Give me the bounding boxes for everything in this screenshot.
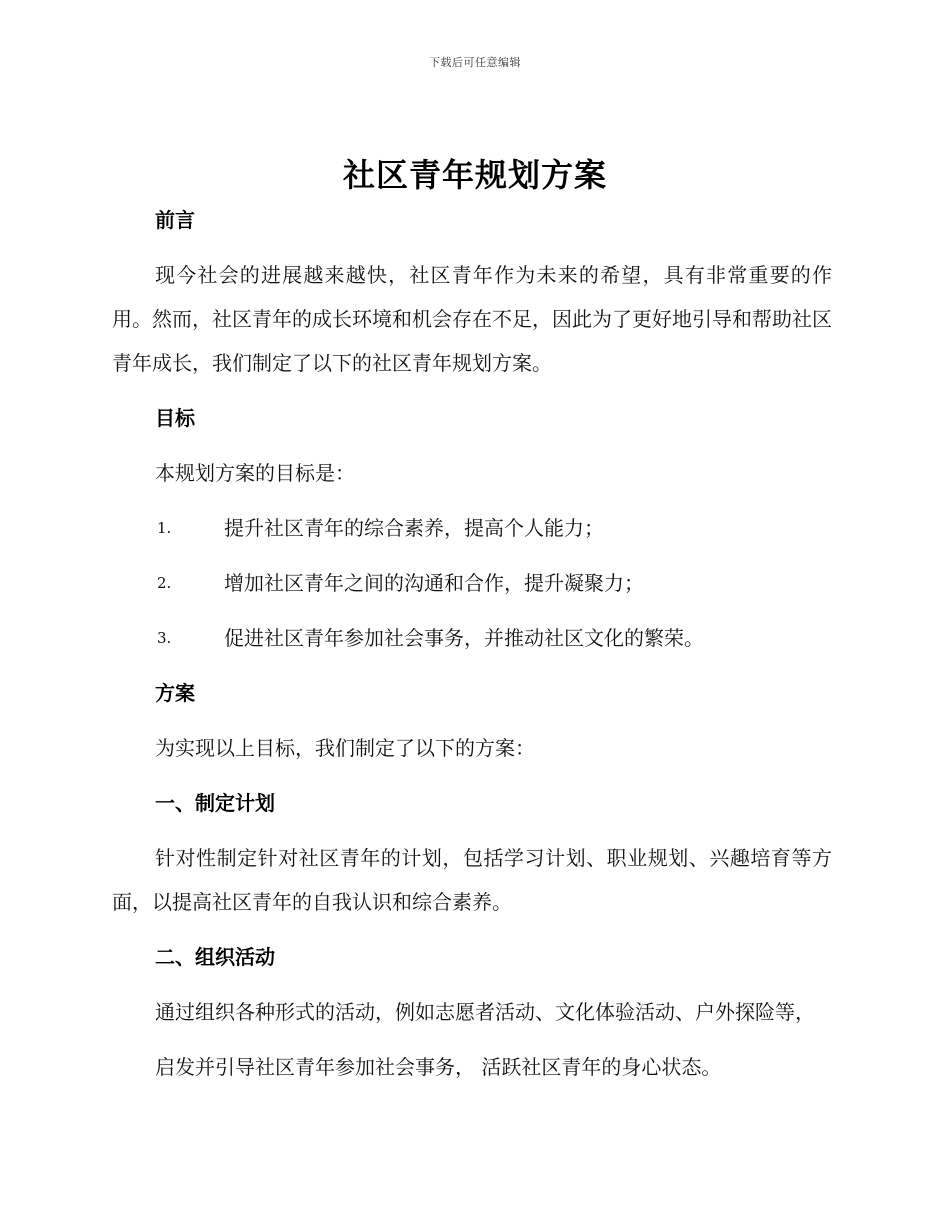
- section-heading-plan-two: 二、组织活动: [155, 945, 275, 969]
- plan-one-paragraph: 针对性制定针对社区青年的计划，包括学习计划、职业规划、兴趣培育等方面，以提高社区青年的自我认识和综合素养。: [112, 846, 832, 914]
- header-note: 下载后可任意编辑: [429, 56, 521, 69]
- section-heading-plan: 方案: [155, 681, 195, 705]
- list-text: 增加社区青年之间的沟通和合作，提升凝聚力；: [224, 571, 644, 595]
- goal-item-2: [112, 561, 832, 605]
- plan-two-paragraph-2: 启发并引导社区青年参加社会事务， 活跃社区青年的身心状态。: [155, 1055, 722, 1079]
- preface-paragraph: 现今社会的进展越来越快，社区青年作为未来的希望，具有非常重要的作用。然而，社区青年的成长环境和机会存在不足，因此为了更好地引导和帮助社区青年成长，我们制定了以下的社区青年规划方案。: [112, 263, 832, 375]
- goals-intro: 本规划方案的目标是：: [155, 461, 355, 485]
- list-number: 3.: [157, 629, 172, 647]
- document-title: 社区青年规划方案: [342, 156, 607, 194]
- section-heading-preface: 前言: [155, 208, 195, 232]
- list-number: 2.: [157, 574, 172, 592]
- document-body: [112, 198, 832, 1089]
- list-number: 1.: [157, 519, 172, 537]
- plan-intro: 为实现以上目标，我们制定了以下的方案：: [155, 736, 535, 760]
- section-heading-plan-one: 一、制定计划: [155, 791, 275, 815]
- section-heading-goals: 目标: [155, 406, 195, 430]
- list-text: 促进社区青年参加社会事务，并推动社区文化的繁荣。: [224, 626, 704, 650]
- goal-item-3: [112, 616, 832, 660]
- goal-item-1: [112, 506, 832, 550]
- plan-two-paragraph-1: 通过组织各种形式的活动，例如志愿者活动、文化体验活动、户外探险等，: [155, 1000, 815, 1024]
- list-text: 提升社区青年的综合素养，提高个人能力；: [224, 516, 604, 540]
